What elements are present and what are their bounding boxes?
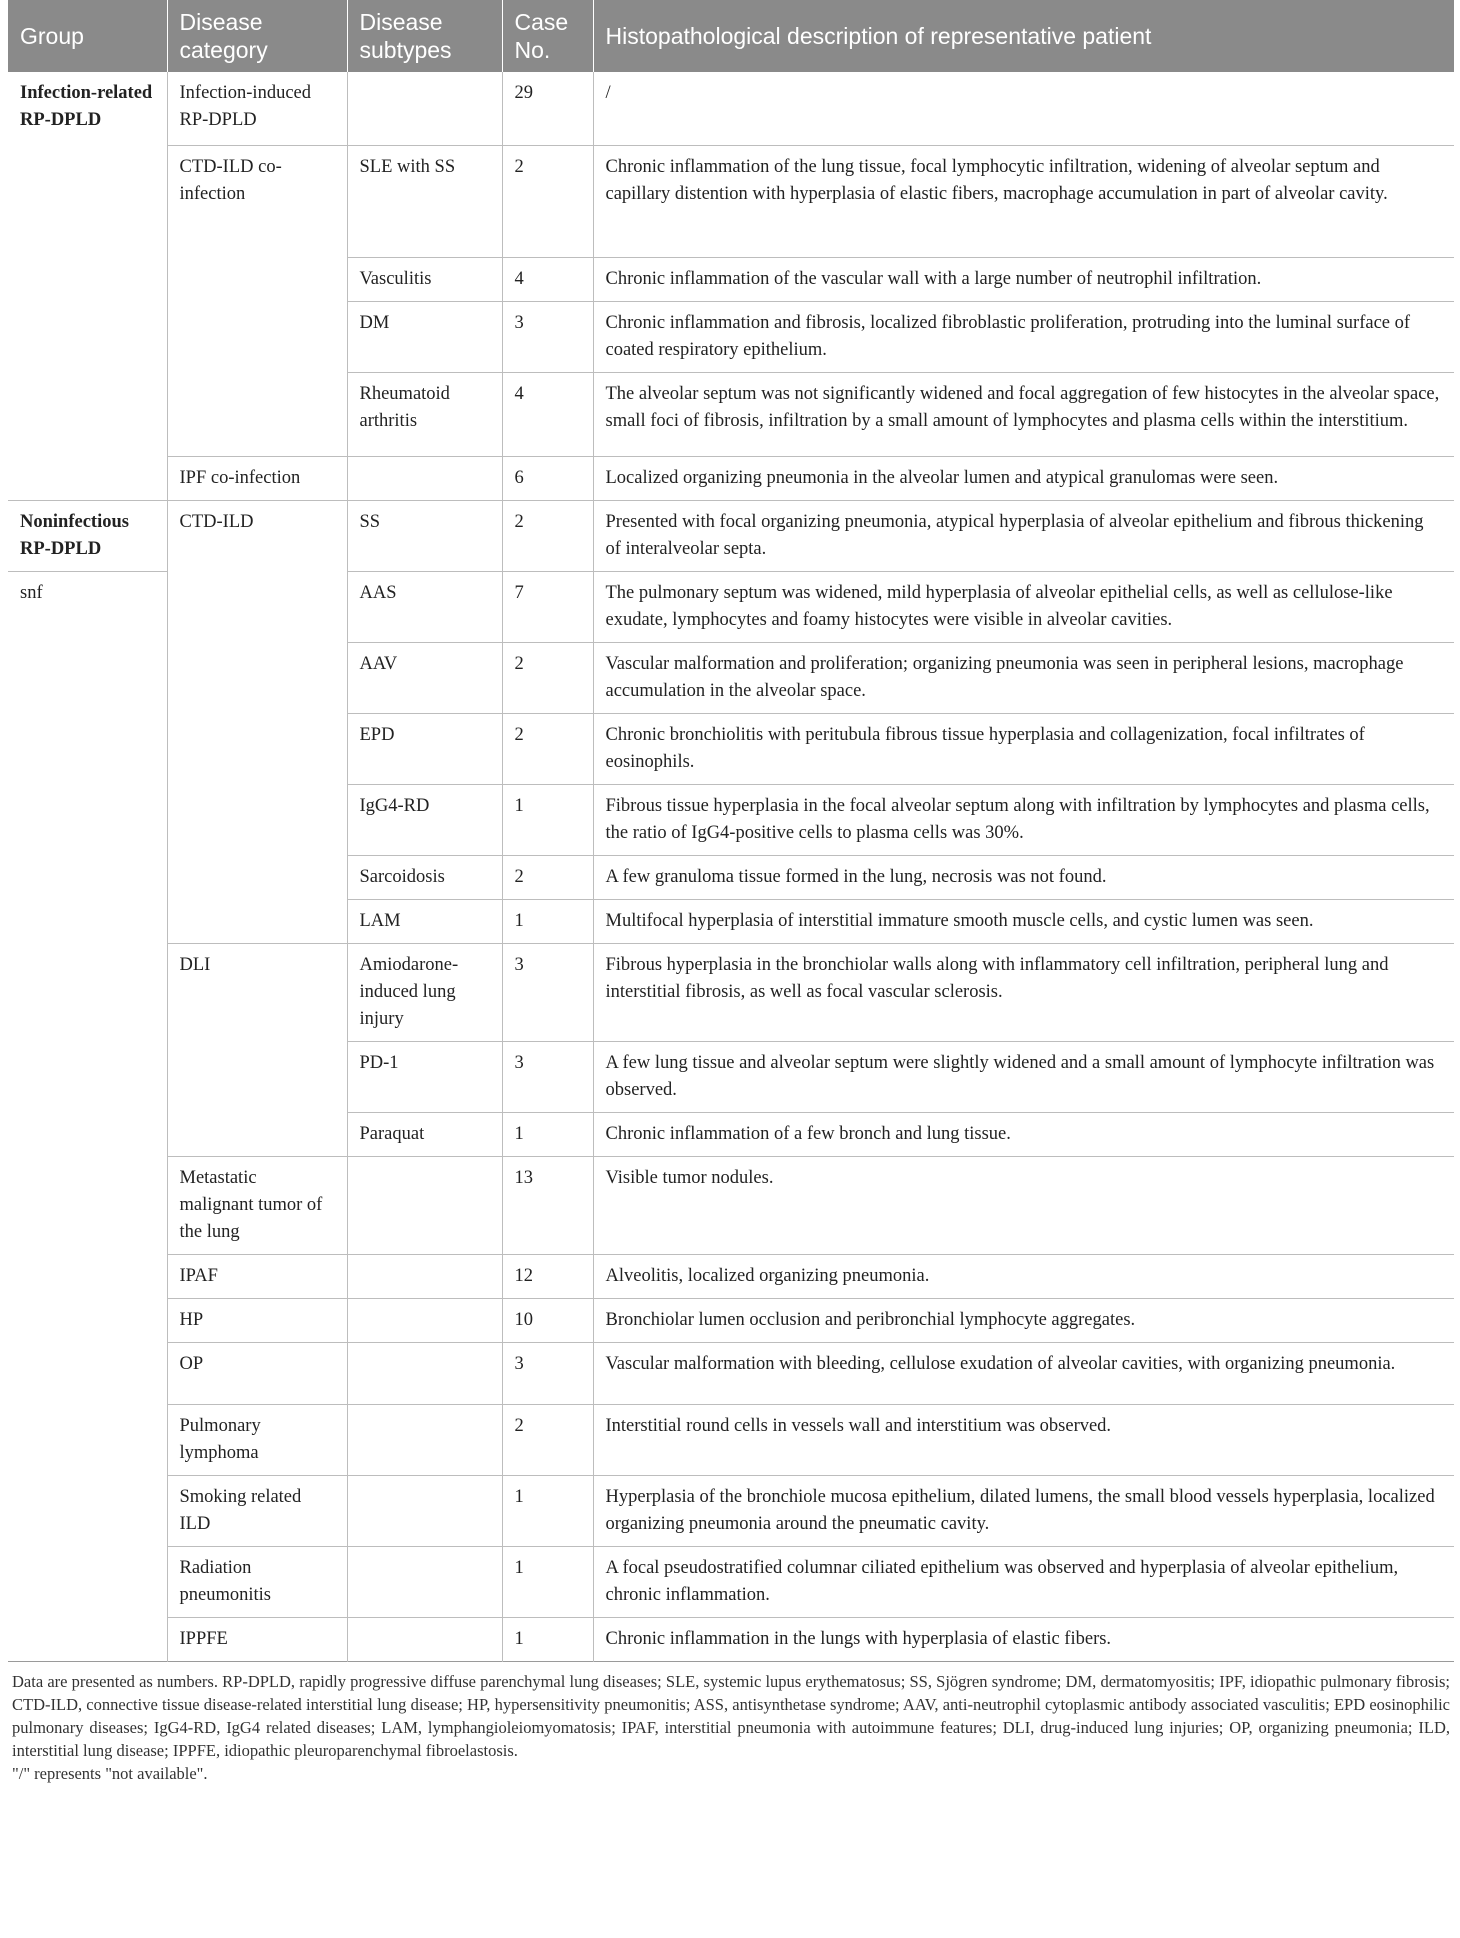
- table-row: [8, 1404, 1454, 1475]
- table-row: [8, 500, 1454, 571]
- description-cell: Fibrous tissue hyperplasia in the focal alveolar septum along with infiltration by lymphocytes and plasma cells, the ratio of IgG4-positive cells to plasma cells was 30%.: [593, 784, 1454, 855]
- group-cell-snf: snf: [8, 571, 167, 1661]
- subtype-cell: SS: [347, 500, 502, 571]
- subtype-cell: Amiodarone-induced lung injury: [347, 943, 502, 1041]
- description-cell: Chronic inflammation of the lung tissue, focal lymphocytic infiltration, widening of alveolar septum and capillary distention with hyperplasia of elastic fibers, macrophage accumulation in part of alveolar cavity.: [593, 145, 1454, 257]
- category-cell: CTD-ILD co-infection: [167, 145, 347, 456]
- case-count-cell: 2: [502, 713, 593, 784]
- table-row: [8, 456, 1454, 500]
- description-cell: Alveolitis, localized organizing pneumonia.: [593, 1254, 1454, 1298]
- category-cell: CTD-ILD: [167, 500, 347, 943]
- category-cell: OP: [167, 1342, 347, 1404]
- subtype-cell: [347, 72, 502, 145]
- header-disease-subtypes: Disease subtypes: [347, 0, 502, 72]
- subtype-cell: IgG4-RD: [347, 784, 502, 855]
- description-cell: Vascular malformation with bleeding, cellulose exudation of alveolar cavities, with organizing pneumonia.: [593, 1342, 1454, 1404]
- description-cell: Multifocal hyperplasia of interstitial immature smooth muscle cells, and cystic lumen was seen.: [593, 899, 1454, 943]
- description-cell: Chronic inflammation of the vascular wall with a large number of neutrophil infiltration.: [593, 257, 1454, 301]
- description-cell: Chronic inflammation of a few bronch and lung tissue.: [593, 1112, 1454, 1156]
- subtype-cell: [347, 1475, 502, 1546]
- case-count-cell: 12: [502, 1254, 593, 1298]
- table-row: [8, 1156, 1454, 1254]
- table-row: [8, 72, 1454, 145]
- subtype-cell: PD-1: [347, 1041, 502, 1112]
- case-count-cell: 1: [502, 899, 593, 943]
- category-cell: HP: [167, 1298, 347, 1342]
- case-count-cell: 1: [502, 1617, 593, 1661]
- histopathology-table: [8, 0, 1454, 1662]
- header-disease-category: Disease category: [167, 0, 347, 72]
- case-count-cell: 1: [502, 1546, 593, 1617]
- case-count-cell: 3: [502, 1041, 593, 1112]
- subtype-cell: AAS: [347, 571, 502, 642]
- category-cell: IPF co-infection: [167, 456, 347, 500]
- header-case-no: Case No.: [502, 0, 593, 72]
- footnote-not-available: "/" represents "not available".: [12, 1763, 208, 1783]
- subtype-cell: [347, 1617, 502, 1661]
- case-count-cell: 6: [502, 456, 593, 500]
- category-cell: IPAF: [167, 1254, 347, 1298]
- table-row: [8, 1617, 1454, 1661]
- case-count-cell: 2: [502, 500, 593, 571]
- category-cell: Metastatic malignant tumor of the lung: [167, 1156, 347, 1254]
- subtype-cell: AAV: [347, 642, 502, 713]
- description-cell: Visible tumor nodules.: [593, 1156, 1454, 1254]
- case-count-cell: 1: [502, 784, 593, 855]
- case-count-cell: 29: [502, 72, 593, 145]
- subtype-cell: [347, 1156, 502, 1254]
- subtype-cell: LAM: [347, 899, 502, 943]
- group-cell-noninfectious: Noninfectious RP-DPLD: [8, 500, 167, 571]
- description-cell: Chronic bronchiolitis with peritubula fibrous tissue hyperplasia and collagenization, focal infiltrates of eosinophils.: [593, 713, 1454, 784]
- description-cell: /: [593, 72, 1454, 145]
- case-count-cell: 2: [502, 145, 593, 257]
- subtype-cell: [347, 1254, 502, 1298]
- case-count-cell: 3: [502, 943, 593, 1041]
- table-row: [8, 943, 1454, 1041]
- case-count-cell: 3: [502, 301, 593, 372]
- subtype-cell: [347, 1546, 502, 1617]
- case-count-cell: 10: [502, 1298, 593, 1342]
- header-group: Group: [8, 0, 167, 72]
- case-count-cell: 1: [502, 1112, 593, 1156]
- table-footnote: [8, 1670, 1454, 1785]
- subtype-cell: [347, 1404, 502, 1475]
- document-table-figure: [8, 0, 1454, 1785]
- case-count-cell: 2: [502, 1404, 593, 1475]
- category-cell: Pulmonary lymphoma: [167, 1404, 347, 1475]
- subtype-cell: DM: [347, 301, 502, 372]
- category-cell: Infection-induced RP-DPLD: [167, 72, 347, 145]
- table-row: [8, 1254, 1454, 1298]
- description-cell: The alveolar septum was not significantly widened and focal aggregation of few histocytes in the alveolar space, small foci of fibrosis, infiltration by a small amount of lymphocytes and plasma cells within the interstitium.: [593, 372, 1454, 456]
- subtype-cell: Paraquat: [347, 1112, 502, 1156]
- case-count-cell: 13: [502, 1156, 593, 1254]
- case-count-cell: 1: [502, 1475, 593, 1546]
- description-cell: Presented with focal organizing pneumonia, atypical hyperplasia of alveolar epithelium and fibrous thickening of interalveolar septa.: [593, 500, 1454, 571]
- subtype-cell: [347, 456, 502, 500]
- table-row: [8, 145, 1454, 257]
- description-cell: Fibrous hyperplasia in the bronchiolar walls along with inflammatory cell infiltration, peripheral lung and interstitial fibrosis, as well as focal vascular sclerosis.: [593, 943, 1454, 1041]
- category-cell: IPPFE: [167, 1617, 347, 1661]
- description-cell: Interstitial round cells in vessels wall and interstitium was observed.: [593, 1404, 1454, 1475]
- case-count-cell: 2: [502, 855, 593, 899]
- table-row: [8, 1298, 1454, 1342]
- table-row: [8, 1546, 1454, 1617]
- table-row: [8, 1475, 1454, 1546]
- table-header-row: [8, 0, 1454, 72]
- case-count-cell: 2: [502, 642, 593, 713]
- description-cell: Chronic inflammation in the lungs with hyperplasia of elastic fibers.: [605, 1628, 1112, 1649]
- case-count-cell: 4: [502, 372, 593, 456]
- description-cell: Chronic inflammation and fibrosis, localized fibroblastic proliferation, protruding into the luminal surface of coated respiratory epithelium.: [593, 301, 1454, 372]
- case-count-cell: 7: [502, 571, 593, 642]
- description-cell: A focal pseudostratified columnar ciliated epithelium was observed and hyperplasia of alveolar epithelium, chronic inflammation.: [593, 1546, 1454, 1617]
- subtype-cell: [347, 1298, 502, 1342]
- subtype-cell: Sarcoidosis: [347, 855, 502, 899]
- footnote-abbreviations: Data are presented as numbers. RP-DPLD, rapidly progressive diffuse parenchymal lung diseases; SLE, systemic lupus erythematosus; SS, Sjögren syndrome; DM, dermatomyositis; IPF, idiopathic pulmonary fibrosis; CTD-ILD, connective tissue disease-related interstitial lung disease; HP, hypersensitivity pneumonitis; ASS, antisynthetase syndrome; AAV, anti-neutrophil cytoplasmic antibody associated vasculitis; EPD eosinophilic pulmonary diseases; IgG4-RD, IgG4 related diseases; LAM, lymphangioleiomyomatosis; IPAF, interstitial pneumonia with autoimmune features; DLI, drug-induced lung injuries; OP, organizing pneumonia; ILD, interstitial lung disease; IPPFE, idiopathic pleuroparenchymal fibroelastosis.: [12, 1671, 1450, 1760]
- description-cell: Hyperplasia of the bronchiole mucosa epithelium, dilated lumens, the small blood vessels hyperplasia, localized organizing pneumonia around the pneumatic cavity.: [593, 1475, 1454, 1546]
- description-cell: The pulmonary septum was widened, mild hyperplasia of alveolar epithelial cells, as well as cellulose-like exudate, lymphocytes and foamy histocytes were visible in alveolar cavities.: [593, 571, 1454, 642]
- description-cell: Bronchiolar lumen occlusion and peribronchial lymphocyte aggregates.: [593, 1298, 1454, 1342]
- category-cell: Radiation pneumonitis: [167, 1546, 347, 1617]
- description-cell: A few lung tissue and alveolar septum were slightly widened and a small amount of lymphocyte infiltration was observed.: [593, 1041, 1454, 1112]
- header-histopathological-description: Histopathological description of representative patient: [593, 0, 1454, 72]
- subtype-cell: EPD: [347, 713, 502, 784]
- subtype-cell: Rheumatoid arthritis: [347, 372, 502, 456]
- description-cell: Vascular malformation and proliferation; organizing pneumonia was seen in peripheral lesions, macrophage accumulation in the alveolar space.: [593, 642, 1454, 713]
- group-cell-infection-related: Infection-related RP-DPLD: [8, 72, 167, 500]
- case-count-cell: 4: [502, 257, 593, 301]
- case-count-cell: 3: [502, 1342, 593, 1404]
- table-row: [8, 1342, 1454, 1404]
- subtype-cell: Vasculitis: [347, 257, 502, 301]
- subtype-cell: [347, 1342, 502, 1404]
- category-cell: Smoking related ILD: [167, 1475, 347, 1546]
- subtype-cell: SLE with SS: [347, 145, 502, 257]
- description-cell: Localized organizing pneumonia in the alveolar lumen and atypical granulomas were seen.: [593, 456, 1454, 500]
- description-cell: A few granuloma tissue formed in the lung, necrosis was not found.: [593, 855, 1454, 899]
- category-cell: DLI: [167, 943, 347, 1156]
